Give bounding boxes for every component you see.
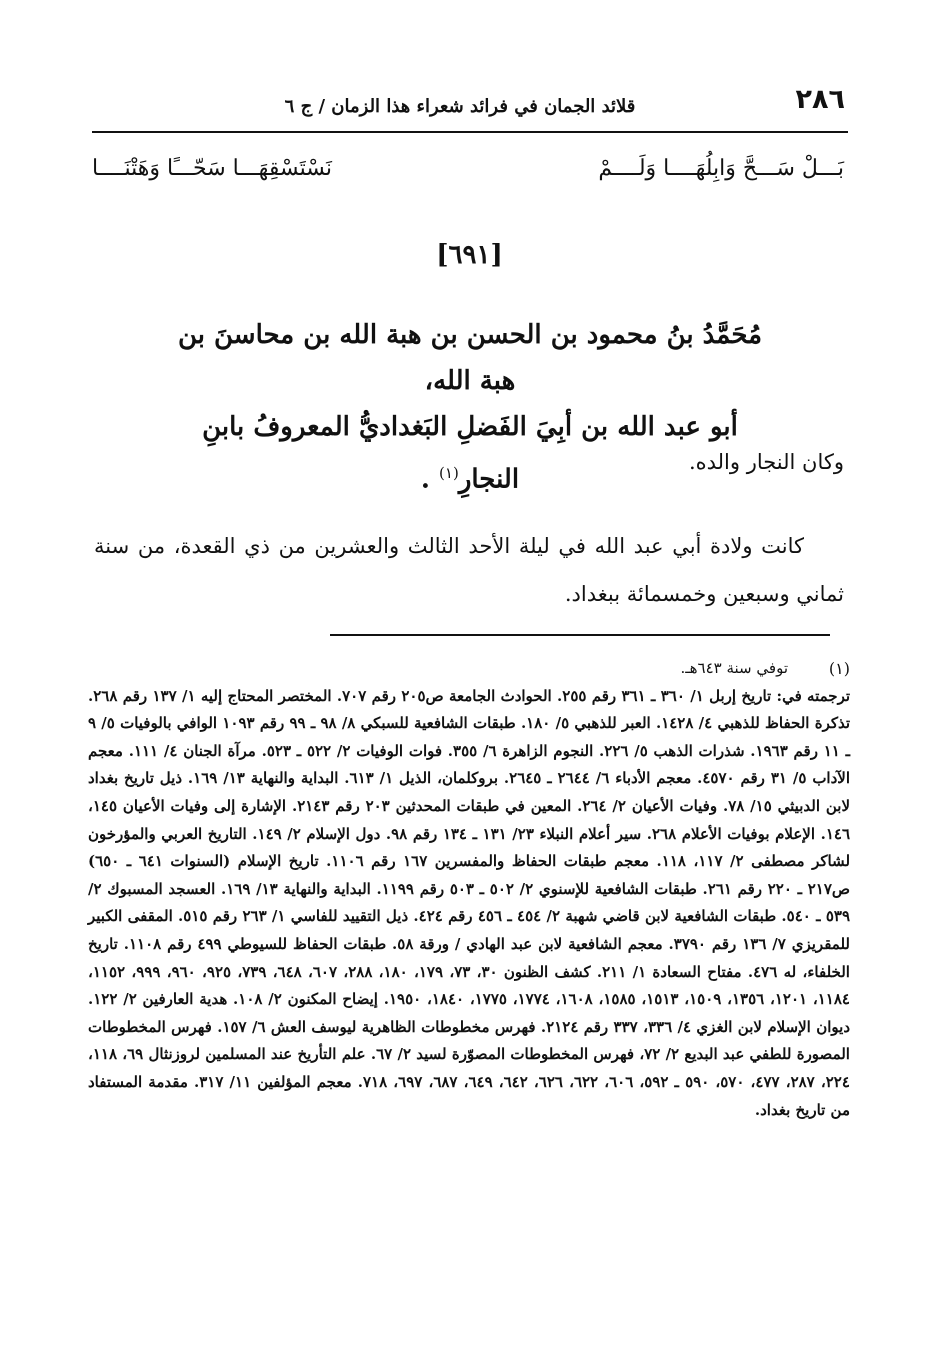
footnote-sources: ترجمته في: تاريخ إربل ١/ ٣٦٠ ـ ٣٦١ رقم ٢٥٥. الحوادث الجامعة ص٢٠٥ رقم ٧٠٧. المختصر المحتاج إليه ١/ ١٣٧ رقم ٢٦٨. تذكرة الحفاظ للذهبي ٤/ ١٤٢٨. العبر للذهبي ٥/ ١٨٠. طبقات الشافعية للسبكي ٨/ ٩٨ ـ ٩٩ رقم ١٠٩٣ الوافي بالوفيات ٥/ ٩ ـ ١١ رقم ١٩٦٣. شذرات الذهب ٥/ ٢٢٦. النجوم الزاهرة ٦/ ٣٥٥. فوات الوفيات ٢/ ٥٢٢ ـ ٥٢٣. مرآة الجنان ٤/ ١١١. معجم الآداب ٥/ ٣١ رقم ٤٥٧٠. معجم الأدباء ٦/ ٢٦٤٤ ـ ٢٦٤٥. بروكلمان، الذيل ١/ ٦١٣. البداية والنهاية ١٣/ ١٦٩. ذيل تاريخ بغداد لابن الدبيثي ١٥/ ٧٨. وفيات الأعيان ٢/ ٢٦٤. المعين في طبقات المحدثين ٢٠٣ رقم ٢١٤٣. الإشارة إلى وفيات الأعيان ١٤٥، ١٤٦. الإعلام بوفيات الأعلام ٢٦٨. سير أعلام النبلاء ٢٣/ ١٣١ ـ ١٣٤ رقم ٩٨. دول الإسلام ٢/ ١٤٩. التاريخ العربي والمؤرخون لشاكر مصطفى ٢/ ١١٧، ١١٨. معجم طبقات الحفاظ والمفسرين ١٦٧ رقم ١١٠٦. تاريخ الإسلام (السنوات ٦٤١ ـ ٦٥٠) ص٢١٧ ـ ٢٢٠ رقم ٢٦١. طبقات الشافعية للإسنوي ٢/ ٥٠٢ ـ ٥٠٣ رقم ١١٩٩. البداية والنهاية ١٣/ ١٦٩. العسجد المسبوك ٢/ ٥٣٩ ـ ٥٤٠. طبقات الشافعية لابن قاضي شهبة ٢/ ٤٥٤ ـ ٤٥٦ رقم ٤٢٤. ذيل التقييد للفاسي ١/ ٢٦٣ رقم ٥١٥. المقفى الكبير للمقريزي ٧/ ١٣٦ رقم ٣٧٩٠. معجم الشافعية لابن عبد الهادي / ورقة ٥٨. طبقات الحفاظ للسيوطي ٤٩٩ رقم ١١٠٨. تاريخ الخلفاء، له ٤٧٦. مفتاح السعادة ١/ ٢١١. كشف الظنون ٣٠، ٧٣، ١٧٩، ١٨٠، ٢٨٨، ٦٠٧، ٦٤٨، ٧٣٩، ٩٢٥، ٩٦٠، ٩٩٩، ١١٥٢، ١١٨٤، ١٢٠١، ١٣٥٦، ١٥٠٩، ١٥١٣، ١٥٨٥، ١٦٠٨، ١٧٧٤، ١٧٧٥، ١٨٤٠، ١٩٥٠. إيضاح المكنون ٢/ ١٠٨. هدية العارفين ٢/ ١٢٢. ديوان الإسلام لابن الغزي ٤/ ٣٣٦، ٣٣٧ رقم ٢١٢٤. فهرس مخطوطات الظاهرية ليوسف العش ٦/ ١٥٧. فهرس المخطوطات المصورة للطفي عبد البديع ٢/ ٧٢، فهرس المخطوطات المصوّرة لسيد ٢/ ٦٧. علم التأريخ عند المسلمين لروزنثال ٦٩، ١١٨، ٢٢٤، ٢٨٧، ٤٧٧، ٥٧٠، ٥٩٠ ـ ٥٩٢، ٦٠٦، ٦٢٢، ٦٢٦، ٦٤٢، ٦٤٩، ٦٨٧، ٦٩٧، ٧١٨. معجم المؤلفين ١١/ ٣١٧. مقدمة المستفاد من تاريخ بغداد. <box>88 686 851 1119</box>
footnote-rule <box>330 634 830 636</box>
entry-name-line-1: مُحَمَّدُ بنُ محمود بن الحسن بن هبة الله بن محاسنَ بن هبة الله، <box>177 320 763 396</box>
verse-first-hemistich: بَـــلْ سَـــحَّ وَابِلُهَــــا وَلَــــمْ <box>598 156 844 181</box>
entry-number: [٦٩١] <box>436 240 503 270</box>
body-paragraph-2: كانت ولادة أبي عبد الله في ليلة الأحد الثالث والعشرين من ذي القعدة، من سنة ثماني وسبعين وخمسمائة ببغداد. <box>94 534 844 606</box>
verse-second-hemistich: نَسْتَسْقِهَـــا سَحّـــًا وَهَتْنَــــا <box>92 156 332 181</box>
footnote <box>88 655 850 1124</box>
footnote-marker: (١) <box>828 659 850 678</box>
header-rule <box>92 131 848 133</box>
body-paragraph-1: وكان النجار والده. <box>688 450 844 474</box>
page-number: ٢٨٦ <box>795 84 845 115</box>
entry-name-line-2: أبو عبد الله بن أبِيَ الفَضلِ البَغداديُّ المعروفُ بابنِ النجارِ$^{(١)}$ . <box>202 412 738 495</box>
running-title: قلائد الجمان في فرائد شعراء هذا الزمان / ج ٦ <box>284 96 636 117</box>
page-header <box>90 84 850 134</box>
footnote-death-date: توفي سنة ٦٤٣هـ. <box>680 659 788 677</box>
entry-name-line-2-text: أبو عبد الله بن أبِيَ الفَضلِ البَغداديُّ المعروفُ بابنِ النجارِ <box>202 412 738 495</box>
footnote-reference[interactable]: (١) <box>439 464 459 482</box>
